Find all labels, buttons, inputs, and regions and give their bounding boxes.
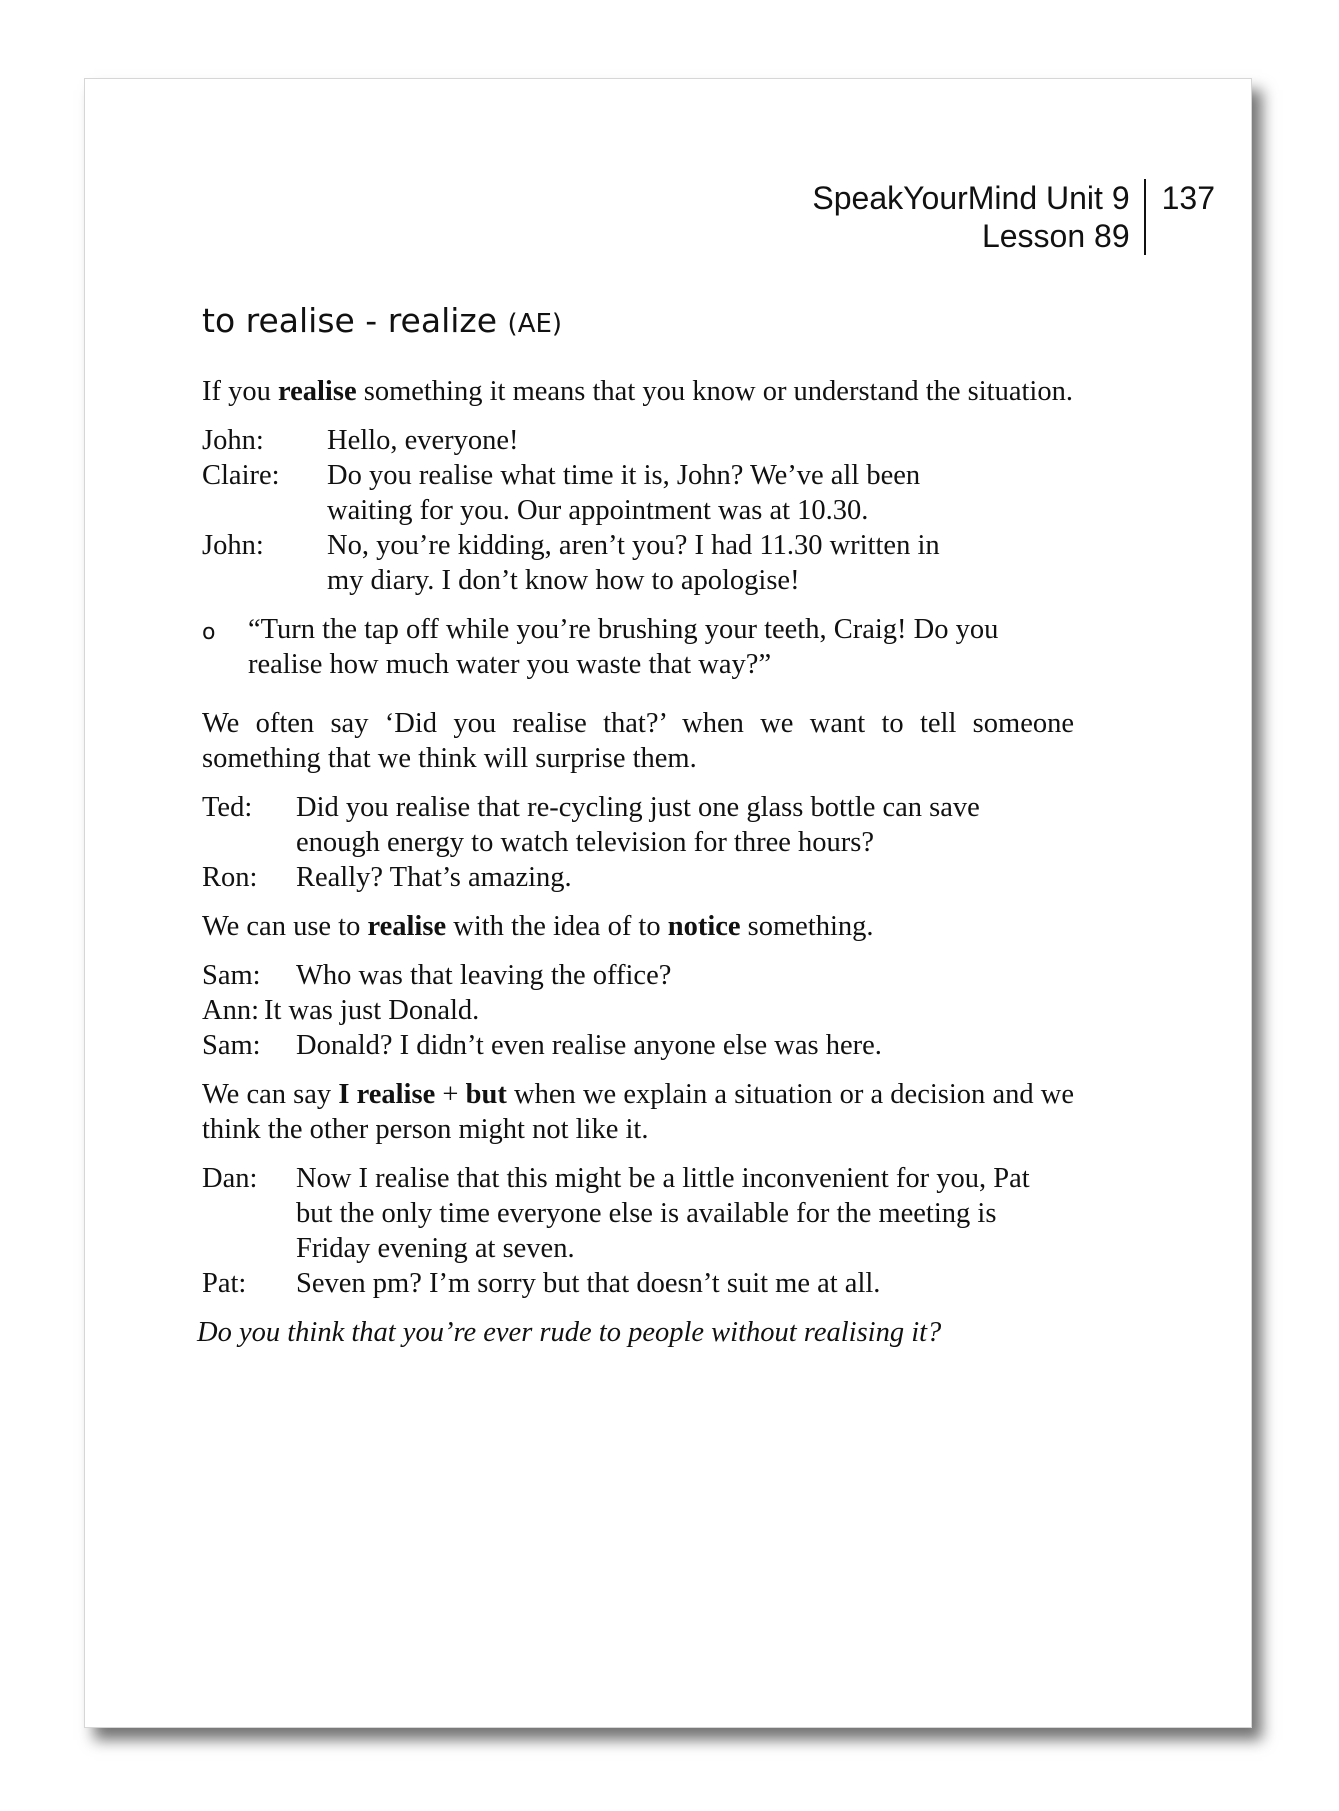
para3-pre: We can use to: [202, 911, 368, 942]
bullet-example: [202, 612, 1074, 682]
para4-bold1: I realise: [338, 1079, 436, 1110]
intro-paragraph: [202, 374, 1074, 409]
speaker: Claire:: [202, 460, 280, 491]
dialog-3: [202, 958, 1074, 1063]
para4-bold2: but: [465, 1079, 507, 1110]
intro-pre: If you: [202, 376, 278, 407]
dialog-line: [202, 958, 1074, 993]
lesson-title: [202, 301, 1074, 344]
title-variant: (AE): [507, 309, 563, 339]
line-text: Did you realise that re-cycling just one glass bottle can save enough energy to watch television for three hours?: [296, 792, 980, 858]
header-series: SpeakYourMind Unit 9: [812, 180, 1130, 216]
paragraph-3: [202, 909, 1074, 944]
line-text: Now I realise that this might be a little inconvenient for you, Pat but the only time everyone else is available for the meeting is Friday evening at seven.: [296, 1163, 1030, 1264]
line-text: Who was that leaving the office?: [296, 960, 672, 991]
speaker: Sam:: [202, 960, 261, 991]
header-series-lesson: [812, 179, 1145, 255]
para3-bold2: notice: [667, 911, 741, 942]
line-text: Really? That’s amazing.: [296, 862, 572, 893]
header-lesson: Lesson 89: [981, 218, 1130, 254]
paragraph-2: We often say ‘Did you realise that?’ when we want to tell someone something that we think will surprise them.: [202, 708, 1074, 774]
title-main: to realise - realize: [202, 301, 498, 340]
speaker: Ron:: [202, 862, 258, 893]
speaker: John:: [202, 425, 264, 456]
bullet-mark: o: [202, 620, 216, 645]
para3-post: something.: [740, 911, 874, 942]
dialog-1: [202, 423, 1074, 598]
dialog-4: [202, 1161, 1074, 1301]
speaker: Ted:: [202, 792, 253, 823]
dialog-line: [202, 860, 1074, 895]
speaker: Ann:: [202, 995, 259, 1026]
speaker: Pat:: [202, 1268, 247, 1299]
dialog-line: [202, 790, 1074, 860]
dialog-2: [202, 790, 1074, 895]
dialog-line: [202, 528, 1074, 598]
intro-bold: realise: [277, 376, 357, 407]
para3-bold1: realise: [367, 911, 447, 942]
dialog-line: [202, 458, 1074, 528]
para4-mid: +: [435, 1079, 466, 1110]
discussion-question: Do you think that you’re ever rude to people without realising it?: [197, 1317, 942, 1348]
line-text: It was just Donald.: [264, 995, 480, 1026]
page-content: [197, 301, 1075, 1350]
speaker: Sam:: [202, 1030, 261, 1061]
book-page: [84, 78, 1252, 1728]
dialog-line: [202, 423, 1074, 458]
para4-pre: We can say: [202, 1079, 339, 1110]
line-text: No, you’re kidding, aren’t you? I had 11.30 written in my diary. I don’t know how to apologise!: [327, 530, 940, 596]
line-text: Seven pm? I’m sorry but that doesn’t suit me at all.: [296, 1268, 881, 1299]
para4-post: when we explain a situation or a decision and we think the other person might not like it.: [202, 1079, 1075, 1145]
dialog-line: [202, 1266, 1074, 1301]
line-text: Donald? I didn’t even realise anyone else was here.: [296, 1030, 882, 1061]
page-header: [812, 179, 1215, 255]
line-text: Do you realise what time it is, John? We’ve all been waiting for you. Our appointment was at 10.30.: [327, 460, 921, 526]
intro-post: something it means that you know or understand the situation.: [356, 376, 1073, 407]
bullet-text: “Turn the tap off while you’re brushing your teeth, Craig! Do you realise how much water you waste that way?”: [248, 614, 999, 680]
dialog-line: [202, 1028, 1074, 1063]
para3-mid: with the idea of to: [446, 911, 668, 942]
line-text: Hello, everyone!: [327, 425, 519, 456]
paragraph-4: [202, 1077, 1074, 1147]
dialog-line: [202, 993, 1074, 1028]
page-number: 137: [1161, 180, 1215, 216]
dialog-line: [202, 1161, 1074, 1266]
speaker: Dan:: [202, 1163, 258, 1194]
speaker: John:: [202, 530, 264, 561]
